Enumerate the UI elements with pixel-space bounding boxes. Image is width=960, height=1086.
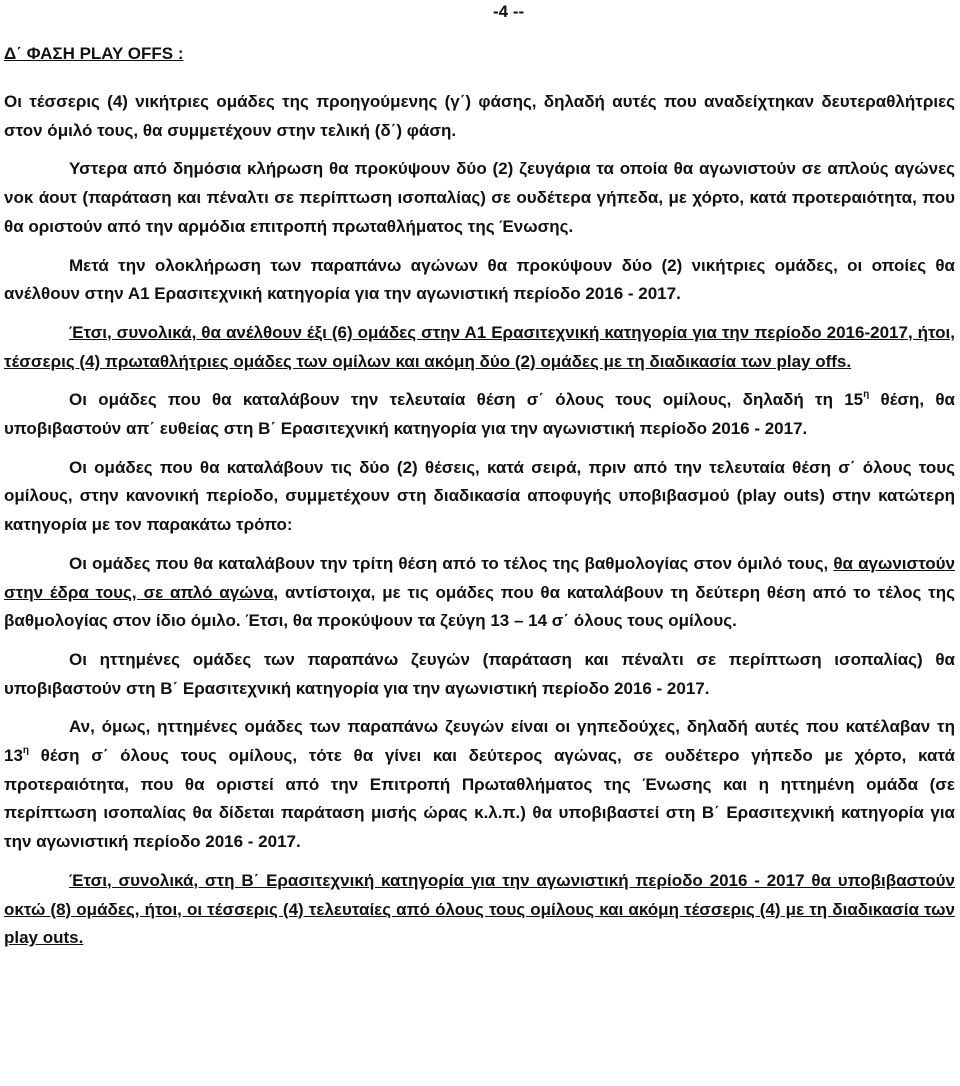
underlined-phrase: θα αγωνιστούν στην έδρα τους, σε απλό αγώνα, (4, 553, 955, 602)
page-number: -4 -- (493, 2, 525, 21)
paragraph-2: Υστερα από δημόσια κλήρωση θα προκύψουν δύο (2) ζευγάρια τα οποία θα αγωνιστούν σε απλούς αγώνες νοκ άουτ (παράταση και πέναλτι σε περίπτωση ισοπαλίας) σε ουδέτερα γήπεδα, με χόρτο, κατά προτεραιότητα, που θα οριστούν από την αρμόδια επιτροπή πρωταθλήματος της Ένωσης. (4, 159, 955, 236)
paragraph-3: Μετά την ολοκλήρωση των παραπάνω αγώνων θα προκύψουν δύο (2) νικήτριες ομάδες, οι οποίες θα ανέλθουν στην Α1 Ερασιτεχνική κατηγορία για την αγωνιστική περίοδο 2016 - 2017. (4, 255, 955, 304)
paragraph-5-start: Οι ομάδες που θα καταλάβουν την τελευταία θέση σ΄ όλους τους ομίλους, δηλαδή τη 15 (69, 390, 864, 410)
paragraph-7 (4, 550, 955, 636)
superscript-eta: η (22, 745, 30, 757)
paragraph-9 (4, 713, 955, 857)
paragraph-9-end: θέση σ΄ όλους τους ομίλους, τότε θα γίνει και δεύτερος αγώνας, σε ουδέτερο γήπεδο με χόρτο, κατά προτεραιότητα, που θα οριστεί από την Επιτροπή Πρωταθλήματος της Ένωσης και η ηττημένη ομάδα (σε περίπτωση ισοπαλίας θα δίδεται παράταση μισής ώρας κ.λ.π.) θα υποβιβαστεί στη Β΄ Ερασιτεχνική κατηγορία για την αγωνιστική περίοδο 2016 - 2017. (4, 746, 955, 852)
paragraph-6: Οι ομάδες που θα καταλάβουν τις δύο (2) θέσεις, κατά σειρά, πριν από την τελευταία θέση σ΄ όλους τους ομίλους, στην κανονική περίοδο, συμμετέχουν στη διαδικασία αποφυγής υποβιβασμού (play outs) στην κατώτερη κατηγορία με τον παρακάτω τρόπο: (4, 457, 955, 535)
document-body (4, 88, 955, 953)
section-title: Δ΄ ΦΑΣΗ PLAY OFFS : (4, 44, 184, 63)
paragraph-5-end: θέση, θα υποβιβαστούν απ΄ ευθείας στη Β΄ Ερασιτεχνική κατηγορία για την αγωνιστική περίοδο 2016 - 2017. (4, 390, 955, 439)
paragraph-10: Έτσι, συνολικά, στη Β΄ Ερασιτεχνική κατηγορία για την αγωνιστική περίοδο 2016 - 2017 θα υποβιβαστούν οκτώ (8) ομάδες, ήτοι, οι τέσσερις (4) τελευταίες από όλους τους ομίλους και ακόμη τέσσερις (4) με τη διαδικασία των play outs. (4, 870, 955, 948)
paragraph-1: Οι τέσσερις (4) νικήτριες ομάδες της προηγούμενης (γ΄) φάσης, δηλαδή αυτές που αναδείχτηκαν δευτεραθλήτριες στον όμιλό τους, θα συμμετέχουν στην τελική (δ΄) φάση. (4, 92, 955, 140)
paragraph-7-end: αντίστοιχα, με τις ομάδες που θα καταλάβουν τη δεύτερη θέση από το τέλος της βαθμολογίας στον ίδιο όμιλο. Έτσι, θα προκύψουν τα ζεύγη 13 – 14 σ΄ όλους τους ομίλους. (4, 582, 955, 631)
superscript-eta: η (863, 389, 870, 401)
paragraph-7-start: Οι ομάδες που θα καταλάβουν την τρίτη θέση από το τέλος της βαθμολογίας στον όμιλό τους, (69, 553, 834, 573)
paragraph-5 (4, 386, 955, 443)
paragraph-4: Έτσι, συνολικά, θα ανέλθουν έξι (6) ομάδες στην Α1 Ερασιτεχνική κατηγορία για την περίοδο 2016-2017, ήτοι, τέσσερις (4) πρωταθλήτριες ομάδες των ομίλων και ακόμη δύο (2) ομάδες με τη διαδικασία των play offs. (4, 322, 955, 371)
paragraph-8: Οι ηττημένες ομάδες των παραπάνω ζευγών (παράταση και πέναλτι σε περίπτωση ισοπαλίας) θα υποβιβαστούν στη Β΄ Ερασιτεχνική κατηγορία για την αγωνιστική περίοδο 2016 - 2017. (4, 649, 955, 698)
paragraph-9-start: Αν, όμως, ηττημένες ομάδες των παραπάνω ζευγών είναι οι γηπεδούχες, δηλαδή αυτές που κατέλαβαν τη 13 (4, 717, 955, 766)
